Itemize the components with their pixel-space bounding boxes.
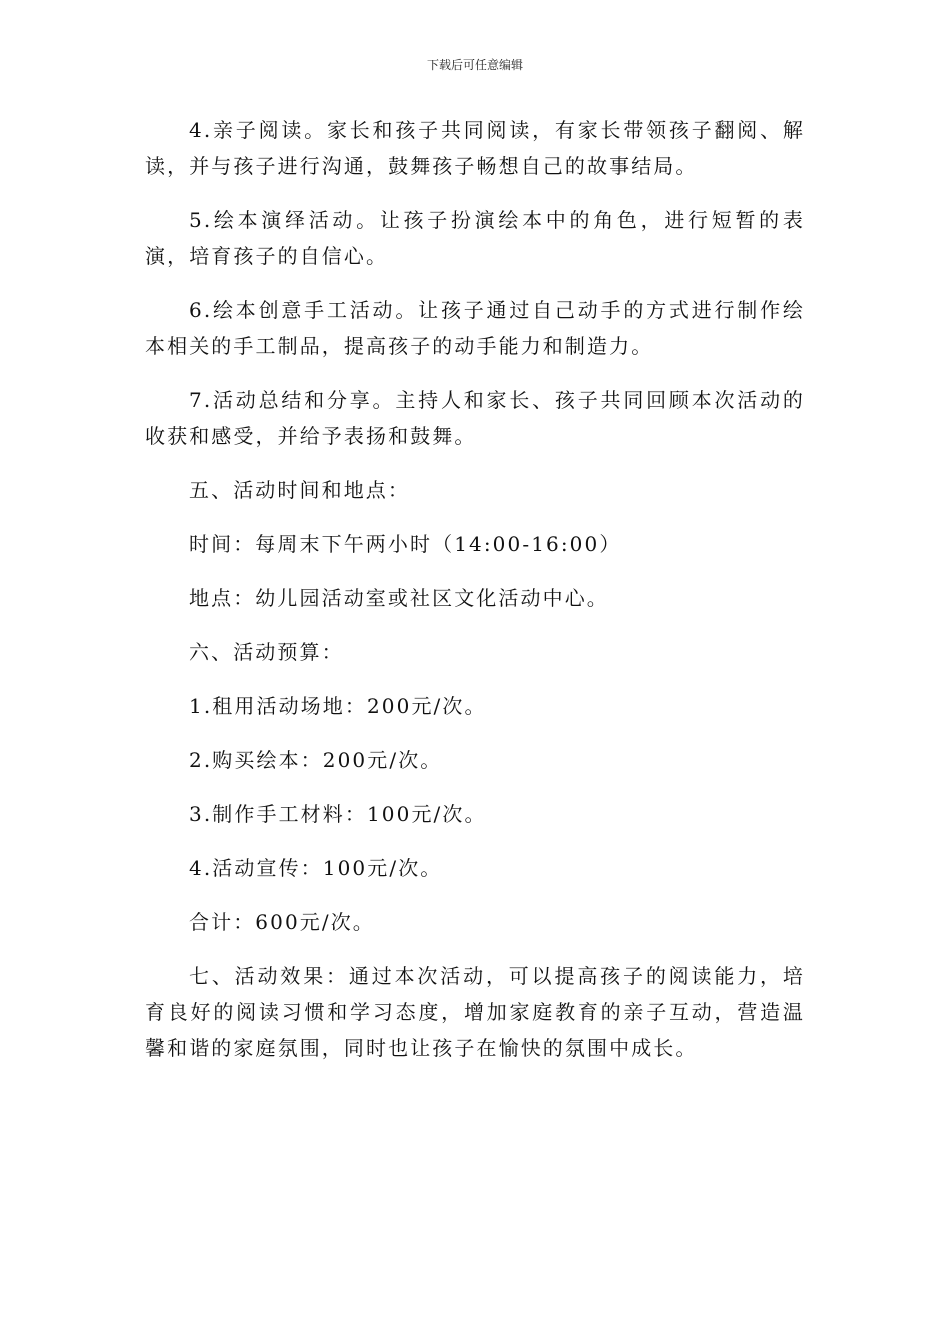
paragraph-picture-book-performance: 5.绘本演绎活动。让孩子扮演绘本中的角色，进行短暂的表演，培育孩子的自信心。 <box>145 208 805 268</box>
paragraph-parent-child-reading: 4.亲子阅读。家长和孩子共同阅读，有家长带领孩子翻阅、解读，并与孩子进行沟通，鼓舞孩子畅想自己的故事结局。 <box>145 118 805 178</box>
document-body <box>145 112 805 1084</box>
paragraph-summary-sharing: 7.活动总结和分享。主持人和家长、孩子共同回顾本次活动的收获和感受，并给予表扬和鼓舞。 <box>145 388 805 448</box>
paragraph-time: 时间：每周末下午两小时（14:00-16:00） <box>189 532 622 556</box>
section-heading-time-place: 五、活动时间和地点： <box>189 478 410 502</box>
paragraph-activity-effect: 七、活动效果：通过本次活动，可以提高孩子的阅读能力，培育良好的阅读习惯和学习态度，增加家庭教育的亲子互动，营造温馨和谐的家庭氛围，同时也让孩子在愉快的氛围中成长。 <box>145 964 805 1060</box>
paragraph-handcraft-activity: 6.绘本创意手工活动。让孩子通过自己动手的方式进行制作绘本相关的手工制品，提高孩子的动手能力和制造力。 <box>145 298 805 358</box>
budget-total: 合计：600元/次。 <box>189 910 375 934</box>
budget-item-promotion: 4.活动宣传：100元/次。 <box>189 856 443 880</box>
section-heading-budget: 六、活动预算： <box>189 640 344 664</box>
paragraph-place: 地点：幼儿园活动室或社区文化活动中心。 <box>189 586 609 610</box>
budget-item-books: 2.购买绘本：200元/次。 <box>189 748 443 772</box>
budget-item-venue: 1.租用活动场地：200元/次。 <box>189 694 487 718</box>
page-header: 下载后可任意编辑 <box>426 58 523 72</box>
budget-item-materials: 3.制作手工材料：100元/次。 <box>189 802 487 826</box>
